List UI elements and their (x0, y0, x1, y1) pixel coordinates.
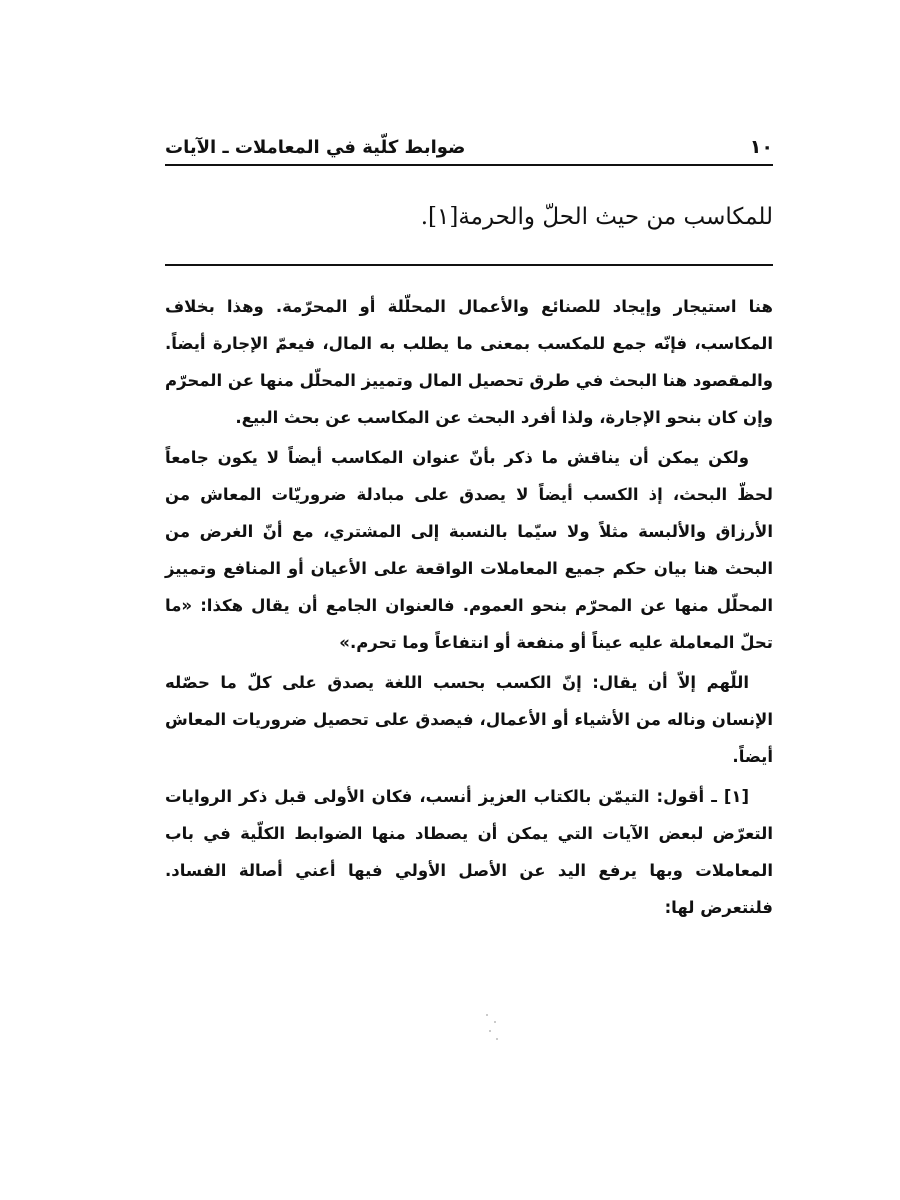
footnote-paragraph: اللّهم إلاّ أن يقال: إنّ الكسب بحسب اللغة يصدق على كلّ ما حصّله الإنسان وناله من الأشياء أو الأعمال، فيصدق على تحصيل ضروريات المعاش أيضاً. (165, 673, 773, 766)
footnote-paragraph: ولكن يمكن أن يناقش ما ذكر بأنّ عنوان المكاسب أيضاً لا يكون جامعاً لحظّ البحث، إذ الكسب أيضاً لا يصدق على مبادلة ضروريّات المعاش من الأرزاق والألبسة مثلاً ولا سيّما بالنسبة إلى المشتري، مع أنّ الغرض من البحث هنا بيان حكم جميع المعاملات الواقعة على الأعيان أو المنافع وتمييز المحلّل منها عن المحرّم بنحو العموم. فالعنوان الجامع أن يقال هكذا: «ما تحلّ المعاملة عليه عيناً أو منفعة أو انتفاعاً وما تحرم.» (165, 448, 773, 652)
footnote-paragraph: [١] ـ أقول: التيمّن بالكتاب العزيز أنسب، فكان الأولى قبل ذكر الروايات التعرّض لبعض الآيات التي يمكن أن يصطاد منها الضوابط الكلّية في باب المعاملات وبها يرفع اليد عن الأصل الأولي فيها أعني أصالة الفساد. فلنتعرض لها: (165, 787, 773, 917)
scan-specks (484, 1012, 500, 1042)
footnote-paragraph: هنا استيجار وإيجاد للصنائع والأعمال المحلّلة أو المحرّمة. وهذا بخلاف المكاسب، فإنّه جمع للمكسب بمعنى ما يطلب به المال، فيعمّ الإجارة أيضاً. والمقصود هنا البحث في طرق تحصيل المال وتمييز المحلّل منها عن المحرّم وإن كان بنحو الإجارة، ولذا أفرد البحث عن المكاسب عن بحث البيع. (165, 297, 773, 427)
page-number: ١٠ (749, 136, 773, 158)
footnotes-block (165, 288, 773, 926)
running-head: ضوابط كلّية في المعاملات ـ الآيات (165, 137, 466, 158)
main-text-continuation: للمكاسب من حيث الحلّ والحرمة[١]. (420, 204, 773, 230)
footnote-separator (165, 264, 773, 266)
page-header (165, 126, 773, 166)
